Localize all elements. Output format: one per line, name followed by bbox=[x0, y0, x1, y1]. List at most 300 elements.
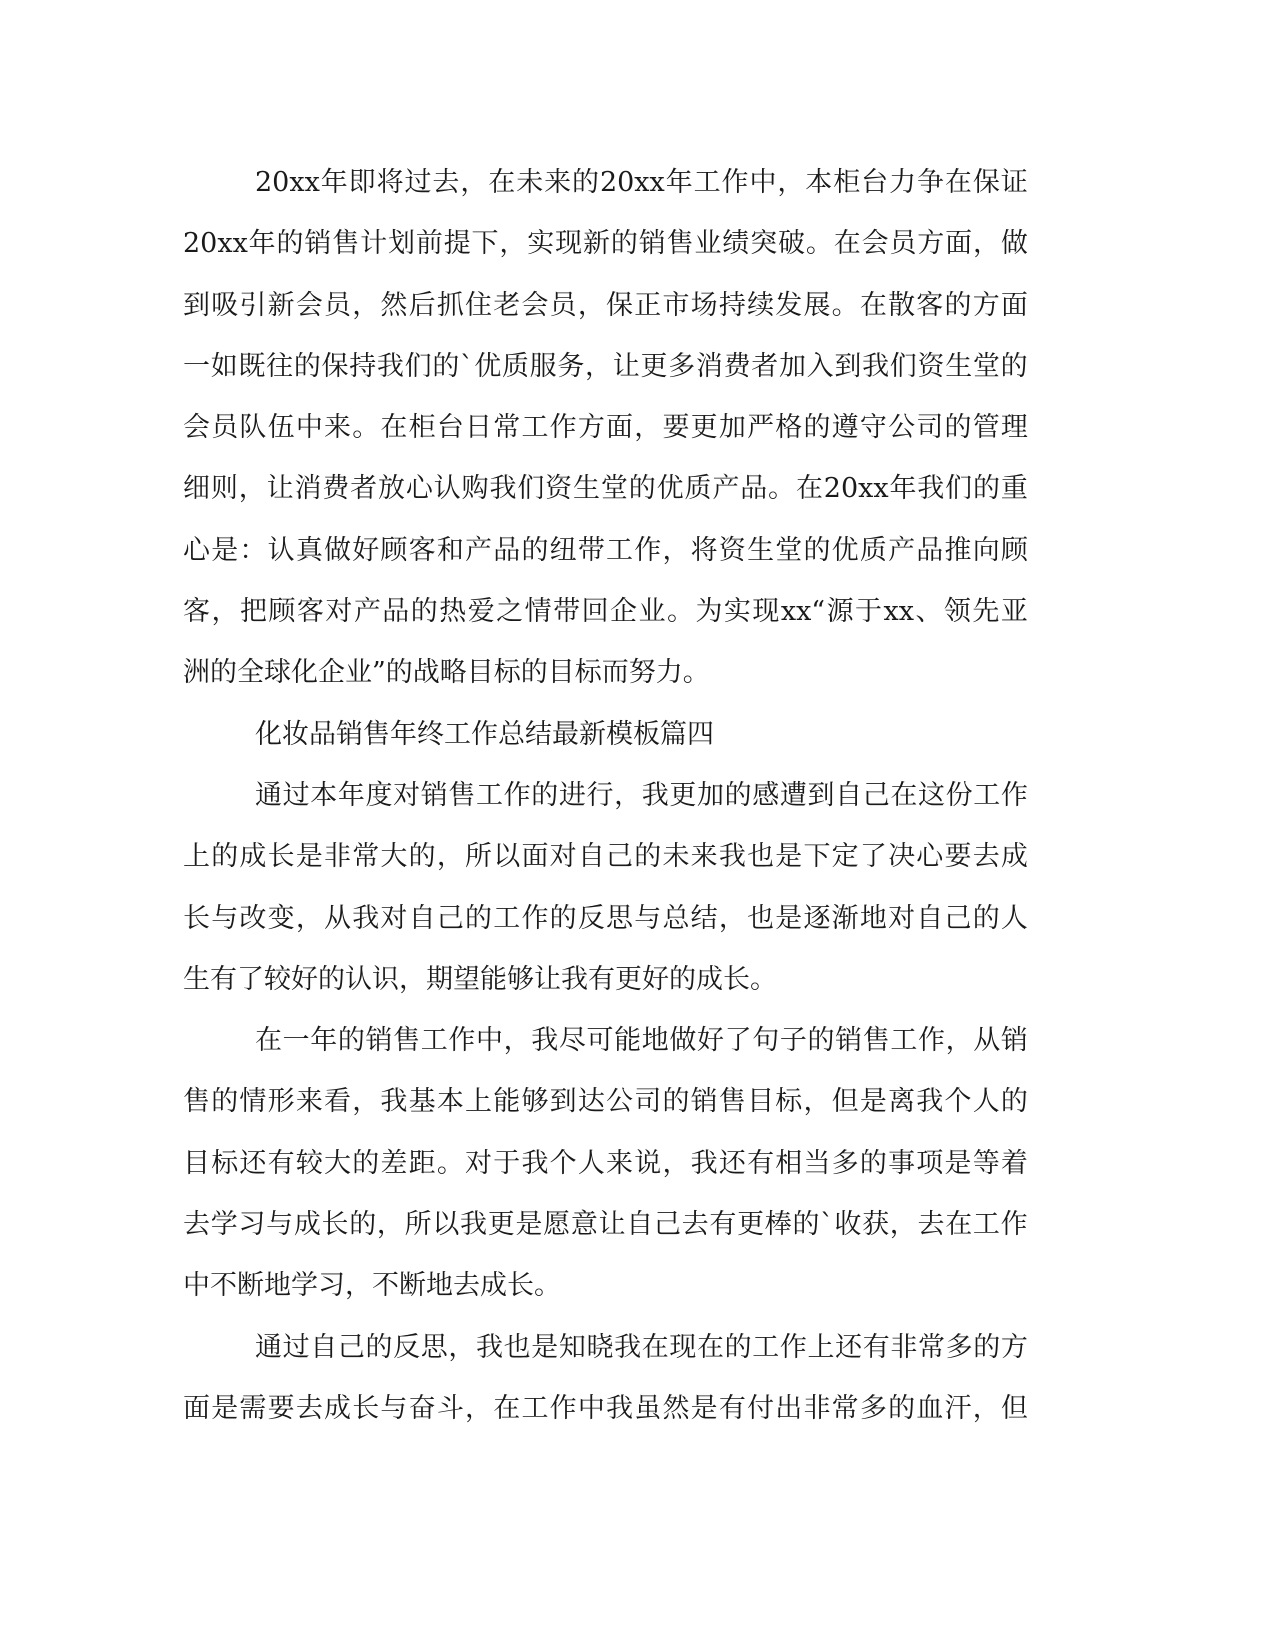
text-glyph: 非 bbox=[890, 1331, 918, 1363]
text-glyph: 面 bbox=[945, 228, 973, 260]
text-glyph: 的 bbox=[859, 1147, 887, 1179]
text-glyph: 愿 bbox=[543, 1209, 571, 1241]
text-glyph: 尽 bbox=[558, 1025, 586, 1057]
text-glyph: 业 bbox=[694, 228, 722, 260]
text-glyph: 售 bbox=[183, 1086, 210, 1118]
text-glyph: 定 bbox=[831, 841, 859, 873]
text-glyph: 员 bbox=[324, 289, 352, 321]
text-glyph: 然 bbox=[662, 1392, 690, 1424]
text-glyph: 是 bbox=[295, 841, 323, 873]
text-glyph: 的 bbox=[549, 902, 577, 934]
text-glyph: 可 bbox=[586, 1025, 614, 1057]
text-glyph: 过 bbox=[404, 167, 432, 198]
text-glyph: 破 bbox=[778, 228, 805, 260]
text-glyph: 重 bbox=[1000, 473, 1028, 505]
text-line bbox=[183, 949, 1028, 1010]
text-glyph: 做 bbox=[669, 1025, 697, 1057]
text-glyph: 中 bbox=[577, 1392, 605, 1424]
text-glyph: 过 bbox=[282, 1331, 310, 1363]
text-glyph: ， bbox=[718, 902, 746, 934]
text-glyph: 做 bbox=[1000, 228, 1028, 260]
text-glyph: 在 bbox=[890, 779, 918, 811]
text-glyph: 成 bbox=[324, 1392, 352, 1424]
text-glyph: 客 bbox=[183, 596, 210, 628]
text-glyph: 去 bbox=[917, 1209, 945, 1241]
line-text: 洲的全球化企业”的战略目标的目标而努力。 bbox=[183, 657, 710, 689]
text-glyph: 于 bbox=[493, 1147, 521, 1179]
text-glyph: 在 bbox=[697, 1331, 724, 1363]
text-glyph: 本 bbox=[436, 1086, 464, 1118]
text-glyph: 还 bbox=[718, 1147, 746, 1179]
text-glyph: 中 bbox=[749, 167, 777, 198]
text-glyph: 20xx bbox=[599, 167, 665, 198]
text-glyph: 真 bbox=[295, 534, 323, 566]
text-glyph: 客 bbox=[916, 289, 944, 321]
text-glyph: 的 bbox=[803, 412, 831, 444]
text-glyph: 看 bbox=[324, 1086, 352, 1118]
text-glyph: 产 bbox=[888, 534, 916, 566]
text-glyph: 销 bbox=[690, 1086, 718, 1118]
text-glyph: 渐 bbox=[831, 902, 859, 934]
text-glyph: 自 bbox=[310, 1331, 338, 1363]
text-glyph: 台 bbox=[861, 167, 889, 198]
text-glyph: 作 bbox=[1000, 779, 1028, 811]
text-glyph: 思 bbox=[606, 902, 634, 934]
text-glyph: 品 bbox=[916, 534, 944, 566]
text-glyph: 者 bbox=[350, 473, 378, 505]
text-glyph: 保 bbox=[321, 350, 349, 382]
text-glyph: 回 bbox=[581, 596, 609, 628]
text-glyph: 方 bbox=[1000, 1331, 1028, 1363]
text-glyph: 己 bbox=[337, 1331, 365, 1363]
text-line bbox=[183, 520, 1028, 581]
text-glyph: 改 bbox=[239, 902, 267, 934]
text-glyph: 在 bbox=[944, 167, 972, 198]
text-glyph: 作 bbox=[1000, 1209, 1028, 1241]
text-glyph: 资 bbox=[718, 534, 746, 566]
text-glyph: 作 bbox=[721, 167, 749, 198]
text-glyph: 计 bbox=[360, 228, 388, 260]
text-glyph: 年 bbox=[337, 779, 365, 811]
text-glyph: ， bbox=[460, 167, 488, 198]
text-glyph: 划 bbox=[387, 228, 415, 260]
text-glyph: 消 bbox=[695, 350, 723, 382]
text-glyph: 需 bbox=[239, 1392, 267, 1424]
text-glyph: 亚 bbox=[1000, 596, 1028, 628]
text-glyph: 为 bbox=[695, 596, 723, 628]
text-glyph: 己 bbox=[653, 1209, 681, 1241]
text-glyph: 更 bbox=[737, 1209, 765, 1241]
text-glyph: 员 bbox=[549, 289, 577, 321]
text-glyph: 公 bbox=[606, 1086, 634, 1118]
text-line bbox=[183, 336, 1028, 397]
text-glyph: 逐 bbox=[803, 902, 831, 934]
text-glyph: 虽 bbox=[634, 1392, 662, 1424]
text-glyph: 20xx bbox=[255, 167, 320, 198]
text-glyph: 有 bbox=[747, 1147, 775, 1179]
text-glyph: 目 bbox=[747, 1086, 775, 1118]
text-glyph: 反 bbox=[393, 1331, 421, 1363]
text-glyph: 心 bbox=[405, 473, 433, 505]
text-glyph: 20xx bbox=[823, 473, 889, 505]
text-line bbox=[183, 826, 1028, 887]
text-glyph: 人 bbox=[1000, 902, 1028, 934]
text-glyph: 的 bbox=[352, 1147, 380, 1179]
text-glyph: 优 bbox=[474, 350, 502, 382]
text-line bbox=[183, 275, 1028, 336]
text-glyph: 引 bbox=[239, 289, 267, 321]
text-glyph: 产 bbox=[712, 473, 740, 505]
text-glyph: 的 bbox=[293, 350, 321, 382]
text-glyph: 是 bbox=[944, 1147, 972, 1179]
text-glyph: 抓 bbox=[436, 289, 464, 321]
text-glyph: 有 bbox=[267, 1147, 295, 1179]
text-glyph: 长 bbox=[183, 902, 210, 934]
text-glyph: 我 bbox=[718, 841, 746, 873]
text-glyph: 有 bbox=[718, 1392, 746, 1424]
text-glyph: 我 bbox=[531, 1025, 559, 1057]
text-line bbox=[183, 1133, 1028, 1194]
text-glyph: 自 bbox=[577, 841, 605, 873]
text-glyph: 质 bbox=[501, 350, 529, 382]
text-line bbox=[183, 1071, 1028, 1132]
line-text bbox=[183, 458, 1028, 519]
text-glyph: 与 bbox=[634, 902, 662, 934]
text-glyph: 堂 bbox=[600, 473, 628, 505]
text-glyph: 质 bbox=[859, 534, 887, 566]
text-glyph: 对 bbox=[465, 1147, 493, 1179]
text-glyph: 会 bbox=[521, 289, 549, 321]
text-glyph: 好 bbox=[697, 1025, 724, 1057]
text-glyph: ， bbox=[352, 289, 380, 321]
text-glyph: ， bbox=[577, 289, 605, 321]
text-glyph: 自 bbox=[835, 779, 863, 811]
text-glyph: 的 bbox=[724, 1331, 752, 1363]
text-glyph: 斗 bbox=[436, 1392, 464, 1424]
text-glyph: 心 bbox=[916, 841, 944, 873]
text-glyph: 思 bbox=[420, 1331, 448, 1363]
text-glyph: 的 bbox=[572, 167, 600, 198]
text-glyph: ， bbox=[465, 1392, 493, 1424]
text-glyph: 己 bbox=[436, 902, 464, 934]
text-glyph: 实 bbox=[527, 228, 555, 260]
text-glyph: 到 bbox=[183, 289, 210, 321]
text-glyph: 优 bbox=[831, 534, 859, 566]
text-glyph: 更 bbox=[669, 779, 697, 811]
text-glyph: 加 bbox=[718, 412, 746, 444]
text-line bbox=[183, 213, 1028, 274]
text-glyph: 售 bbox=[332, 228, 360, 260]
text-glyph: 更 bbox=[487, 1209, 515, 1241]
text-line bbox=[183, 1255, 1028, 1316]
text-glyph: 到 bbox=[807, 779, 835, 811]
text-glyph: 自 bbox=[626, 1209, 654, 1241]
text-glyph: 是 bbox=[775, 841, 803, 873]
text-glyph: 我 bbox=[862, 350, 890, 382]
text-glyph: 带 bbox=[553, 596, 581, 628]
text-line bbox=[183, 1194, 1028, 1255]
text-glyph: 对 bbox=[325, 596, 353, 628]
text-glyph: 多 bbox=[945, 1331, 973, 1363]
text-glyph: 意 bbox=[570, 1209, 598, 1241]
text-glyph: xx“ bbox=[780, 596, 826, 628]
text-glyph: ， bbox=[376, 1209, 404, 1241]
text-glyph: 质 bbox=[684, 473, 712, 505]
text-glyph: 的 bbox=[944, 289, 972, 321]
text-glyph: 个 bbox=[549, 1147, 577, 1179]
text-glyph: 员 bbox=[889, 228, 917, 260]
text-glyph: 。 bbox=[805, 228, 833, 260]
text-glyph: 保 bbox=[972, 167, 1000, 198]
text-glyph: 本 bbox=[805, 167, 833, 198]
text-glyph: 年 bbox=[310, 1025, 338, 1057]
text-glyph: 到 bbox=[549, 1086, 577, 1118]
text-glyph: 将 bbox=[690, 534, 718, 566]
text-glyph: 的 bbox=[724, 779, 752, 811]
text-glyph: 管 bbox=[972, 412, 1000, 444]
text-glyph: 作 bbox=[779, 1331, 807, 1363]
text-glyph: 达 bbox=[577, 1086, 605, 1118]
text-glyph: 成 bbox=[239, 841, 267, 873]
text-glyph: 的 bbox=[944, 412, 972, 444]
text-glyph: 能 bbox=[614, 1025, 642, 1057]
text-glyph: 让 bbox=[612, 350, 640, 382]
text-glyph: 的 bbox=[521, 534, 549, 566]
text-glyph: ， bbox=[777, 167, 805, 198]
text-glyph: 也 bbox=[747, 841, 775, 873]
text-glyph: 年 bbox=[665, 167, 693, 198]
text-glyph: 年 bbox=[248, 228, 276, 260]
text-glyph: 与 bbox=[266, 1209, 294, 1241]
text-glyph: 更 bbox=[640, 350, 668, 382]
text-glyph: 上 bbox=[183, 841, 210, 873]
text-glyph: 品 bbox=[493, 534, 521, 566]
text-glyph: 会 bbox=[295, 289, 323, 321]
text-glyph: 进 bbox=[558, 779, 586, 811]
text-glyph: 的 bbox=[337, 1025, 365, 1057]
text-glyph: 堂 bbox=[972, 350, 1000, 382]
text-glyph: 我 bbox=[352, 902, 380, 934]
text-glyph: 企 bbox=[610, 596, 638, 628]
text-glyph: 市 bbox=[662, 289, 690, 321]
line-text bbox=[183, 1133, 1028, 1194]
text-glyph: 工 bbox=[972, 1209, 1000, 1241]
text-glyph: 客 bbox=[296, 596, 324, 628]
text-glyph: 台 bbox=[436, 412, 464, 444]
text-glyph: 汗 bbox=[944, 1392, 972, 1424]
text-glyph: 大 bbox=[324, 1147, 352, 1179]
text-glyph: 着 bbox=[1000, 1147, 1028, 1179]
text-glyph: 之 bbox=[496, 596, 524, 628]
text-glyph: 在 bbox=[859, 289, 887, 321]
text-glyph: 产 bbox=[465, 534, 493, 566]
text-glyph: 销 bbox=[1000, 1025, 1028, 1057]
text-glyph: 还 bbox=[239, 1147, 267, 1179]
text-glyph: 能 bbox=[493, 1086, 521, 1118]
text-glyph: 格 bbox=[775, 412, 803, 444]
text-glyph: 是 bbox=[775, 902, 803, 934]
line-text bbox=[255, 152, 1028, 213]
text-glyph: 们 bbox=[945, 473, 973, 505]
text-glyph: 于 bbox=[855, 596, 883, 628]
text-glyph: 工 bbox=[890, 1025, 918, 1057]
text-glyph: 资 bbox=[917, 350, 945, 382]
text-glyph: 对 bbox=[393, 779, 421, 811]
text-glyph: 把 bbox=[239, 596, 267, 628]
text-glyph: 堂 bbox=[775, 534, 803, 566]
text-glyph: 是 bbox=[690, 1392, 718, 1424]
text-glyph: 行 bbox=[586, 779, 614, 811]
text-glyph: 也 bbox=[503, 1331, 531, 1363]
text-glyph: 持 bbox=[718, 289, 746, 321]
text-glyph: 放 bbox=[378, 473, 406, 505]
text-glyph: 司 bbox=[634, 1086, 662, 1118]
section-heading bbox=[183, 704, 1028, 765]
text-glyph: 多 bbox=[831, 1147, 859, 1179]
text-glyph: ， bbox=[499, 228, 527, 260]
text-glyph: 未 bbox=[662, 841, 690, 873]
text-glyph: 发 bbox=[775, 289, 803, 321]
heading-text: 化妆品销售年终工作总结最新模板篇四 bbox=[255, 718, 714, 750]
text-glyph: 对 bbox=[380, 902, 408, 934]
text-glyph: 常 bbox=[352, 841, 380, 873]
text-glyph: 产 bbox=[353, 596, 381, 628]
text-glyph: 变 bbox=[267, 902, 295, 934]
text-glyph: 作 bbox=[918, 1025, 945, 1057]
line-text bbox=[183, 397, 1028, 458]
text-glyph: 争 bbox=[916, 167, 944, 198]
text-glyph: ， bbox=[634, 412, 662, 444]
text-glyph: 工 bbox=[606, 534, 634, 566]
text-glyph: 入 bbox=[806, 350, 834, 382]
text-glyph: 20xx bbox=[183, 228, 248, 260]
text-glyph: ， bbox=[352, 1086, 380, 1118]
text-glyph: 领 bbox=[943, 596, 971, 628]
text-glyph: 的 bbox=[1000, 1086, 1028, 1118]
text-glyph: 下 bbox=[471, 228, 499, 260]
text-glyph: 方 bbox=[917, 228, 945, 260]
text-glyph: 优 bbox=[656, 473, 684, 505]
text-glyph: 也 bbox=[747, 902, 775, 934]
text-glyph: 离 bbox=[888, 1086, 916, 1118]
text-glyph: 的 bbox=[973, 473, 1001, 505]
text-glyph: 的 bbox=[610, 228, 638, 260]
text-glyph: xx bbox=[883, 596, 914, 628]
text-glyph: 付 bbox=[747, 1392, 775, 1424]
text-glyph: 现 bbox=[669, 1331, 697, 1363]
text-glyph: 们 bbox=[404, 350, 432, 382]
text-glyph: 形 bbox=[267, 1086, 295, 1118]
text-glyph: 的 bbox=[972, 902, 1000, 934]
text-glyph: 习 bbox=[238, 1209, 266, 1241]
text-glyph: 顾 bbox=[1000, 534, 1028, 566]
text-line bbox=[183, 397, 1028, 458]
text-glyph: 大 bbox=[380, 841, 408, 873]
text-glyph: 说 bbox=[634, 1147, 662, 1179]
text-glyph: 子 bbox=[779, 1025, 807, 1057]
text-glyph: 血 bbox=[916, 1392, 944, 1424]
text-glyph: 购 bbox=[461, 473, 489, 505]
text-glyph: 当 bbox=[803, 1147, 831, 1179]
line-text bbox=[255, 1317, 1028, 1378]
line-text: 生有了较好的认识，期望能够让我有更好的成长。 bbox=[183, 963, 777, 995]
text-glyph: 年 bbox=[320, 167, 348, 198]
text-glyph: ， bbox=[436, 841, 464, 873]
text-glyph: 的 bbox=[211, 841, 239, 873]
text-glyph: 消 bbox=[294, 473, 322, 505]
text-glyph: 如 bbox=[210, 350, 238, 382]
text-glyph: 守 bbox=[859, 412, 887, 444]
text-glyph: 销 bbox=[365, 1025, 393, 1057]
text-glyph: 相 bbox=[775, 1147, 803, 1179]
text-glyph: 是 bbox=[859, 1086, 887, 1118]
text-glyph: 售 bbox=[718, 1086, 746, 1118]
text-glyph: 来 bbox=[690, 841, 718, 873]
text-glyph: 己 bbox=[862, 779, 890, 811]
text-line bbox=[183, 642, 1028, 703]
text-glyph: 加 bbox=[778, 350, 806, 382]
text-glyph: ` bbox=[460, 350, 474, 382]
text-glyph: 中 bbox=[476, 1025, 503, 1057]
text-glyph: 续 bbox=[747, 289, 775, 321]
text-glyph: 的 bbox=[888, 1392, 916, 1424]
text-glyph: ， bbox=[972, 1392, 1000, 1424]
text-glyph: 我 bbox=[917, 473, 945, 505]
text-glyph: 老 bbox=[493, 289, 521, 321]
text-glyph: 标 bbox=[775, 1086, 803, 1118]
text-glyph: 是 bbox=[515, 1209, 543, 1241]
text-glyph: 公 bbox=[888, 412, 916, 444]
text-glyph: 现 bbox=[555, 228, 583, 260]
text-glyph: 够 bbox=[521, 1086, 549, 1118]
paragraph-reflection bbox=[183, 765, 1028, 1010]
text-glyph: 学 bbox=[210, 1209, 238, 1241]
text-glyph: 现 bbox=[752, 596, 780, 628]
text-glyph: 资 bbox=[545, 473, 573, 505]
text-glyph: 个 bbox=[944, 1086, 972, 1118]
text-glyph: 。 bbox=[352, 412, 380, 444]
line-text bbox=[183, 888, 1028, 949]
text-glyph: 来 bbox=[606, 1147, 634, 1179]
text-glyph: 项 bbox=[916, 1147, 944, 1179]
text-glyph: 长 bbox=[352, 1392, 380, 1424]
text-glyph: 既 bbox=[238, 350, 266, 382]
text-glyph: 带 bbox=[577, 534, 605, 566]
text-glyph: 对 bbox=[549, 841, 577, 873]
text-glyph: ` bbox=[820, 1209, 834, 1241]
text-glyph: 与 bbox=[380, 1392, 408, 1424]
text-glyph: 知 bbox=[558, 1331, 586, 1363]
text-glyph: 销 bbox=[420, 779, 448, 811]
text-glyph: 好 bbox=[352, 534, 380, 566]
text-glyph: 非 bbox=[803, 1392, 831, 1424]
text-glyph: 加 bbox=[697, 779, 724, 811]
text-glyph: 长 bbox=[321, 1209, 349, 1241]
text-glyph: 向 bbox=[972, 534, 1000, 566]
text-glyph: ， bbox=[614, 779, 642, 811]
text-glyph: 费 bbox=[723, 350, 751, 382]
text-glyph: 力 bbox=[889, 167, 917, 198]
line-text bbox=[183, 336, 1028, 397]
text-glyph: 要 bbox=[944, 841, 972, 873]
text-glyph: 我 bbox=[690, 1147, 718, 1179]
text-glyph: 。 bbox=[831, 289, 859, 321]
text-glyph: 方 bbox=[577, 412, 605, 444]
text-glyph: 和 bbox=[436, 534, 464, 566]
text-glyph: 但 bbox=[1000, 1392, 1028, 1424]
text-glyph: 销 bbox=[304, 228, 332, 260]
text-glyph: 在 bbox=[380, 412, 408, 444]
